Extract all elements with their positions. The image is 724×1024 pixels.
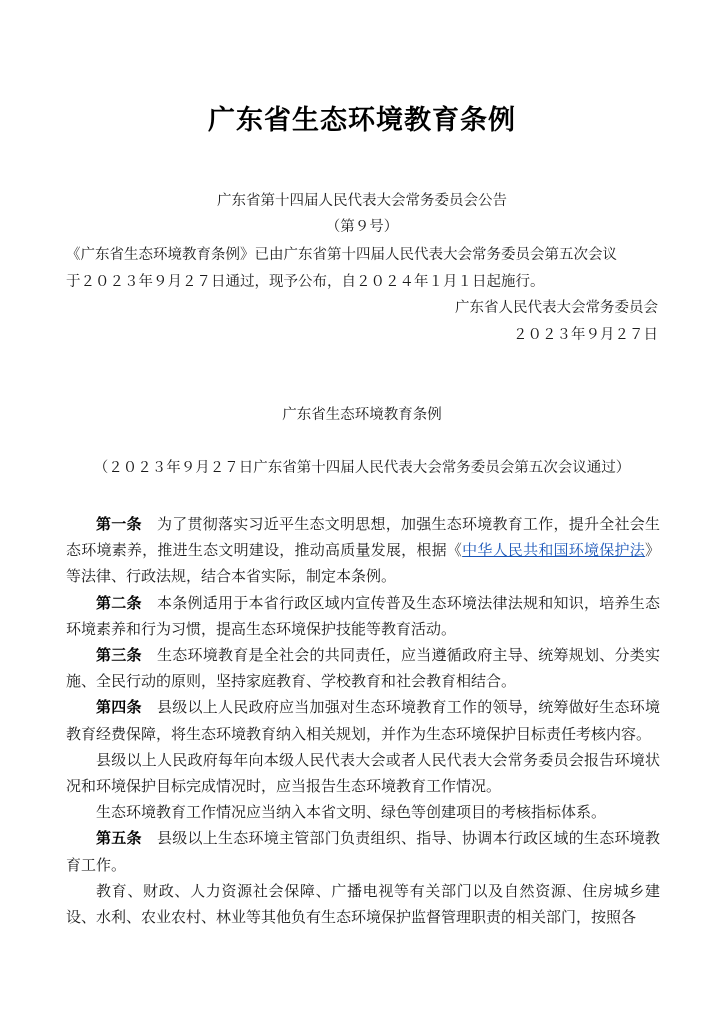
announcement-body-line-1: 《广东省生态环境教育条例》已由广东省第十四届人民代表大会常务委员会第五次会议 xyxy=(66,247,617,263)
article-3-label: 第三条 xyxy=(96,646,142,665)
announcement-body-line-2: 于２０２３年９月２７日通过，现予公布，自２０２４年１月１日起施行。 xyxy=(66,274,545,290)
article-4-label: 第四条 xyxy=(96,698,142,717)
article-4-paragraph-2: 县级以上人民政府每年向本级人民代表大会或者人民代表大会常务委员会报告环境状况和环境保护目标完成情况时，应当报告生态环境教育工作情况。 xyxy=(66,750,660,796)
article-4-text: 县级以上人民政府应当加强对生态环境教育工作的领导，统筹做好生态环境教育经费保障，将生态环境教育纳入相关规划，并作为生态环境保护目标责任考核内容。 xyxy=(66,698,660,743)
regulation-title: 广东省生态环境教育条例 xyxy=(282,407,442,423)
article-1-text-before: 为了贯彻落实习近平生态文明思想，加强生态环境教育工作，提升全社会生态环境素养，推进生态文明建设，推动高质量发展，根据《 xyxy=(66,515,660,560)
articles-body xyxy=(66,511,660,930)
article-5 xyxy=(66,825,660,877)
article-2-label: 第二条 xyxy=(96,593,142,612)
article-1-label: 第一条 xyxy=(96,515,142,533)
article-3 xyxy=(66,642,660,694)
article-5-paragraph-2: 教育、财政、人力资源社会保障、广播电视等有关部门以及自然资源、住房城乡建设、水利、农业农村、林业等其他负有生态环境保护监督管理职责的相关部门，按照各 xyxy=(66,881,660,927)
article-2-text: 本条例适用于本省行政区域内宣传普及生态环境法律法规和知识，培养生态环境素养和行为习惯，提高生态环境保护技能等教育活动。 xyxy=(66,593,660,638)
article-3-text: 生态环境教育是全社会的共同责任，应当遵循政府主导、统筹规划、分类实施、全民行动的原则，坚持家庭教育、学校教育和社会教育相结合。 xyxy=(66,646,660,691)
environmental-protection-law-link[interactable]: 中华人民共和国环境保护法 xyxy=(462,541,645,560)
announcement-date: ２０２３年９月２７日 xyxy=(513,327,658,343)
announcement-issuer: 广东省第十四届人民代表大会常务委员会公告 xyxy=(217,193,507,209)
article-1-text-after: 》等法律、行政法规，结合本省实际，制定本条例。 xyxy=(66,541,660,586)
article-1 xyxy=(66,511,660,590)
adoption-note: （２０２３年９月２７日广东省第十四届人民代表大会常务委员会第五次会议通过） xyxy=(93,460,631,476)
article-5-label: 第五条 xyxy=(96,829,142,848)
article-2 xyxy=(66,590,660,642)
page-title: 广东省生态环境教育条例 xyxy=(208,105,516,136)
announcement-number: （第９号） xyxy=(325,219,399,235)
article-4 xyxy=(66,694,660,746)
announcement-signatory: 广东省人民代表大会常务委员会 xyxy=(455,300,658,316)
article-4-paragraph-3: 生态环境教育工作情况应当纳入本省文明、绿色等创建项目的考核指标体系。 xyxy=(96,803,607,822)
article-5-text: 县级以上生态环境主管部门负责组织、指导、协调本行政区域的生态环境教育工作。 xyxy=(66,829,660,874)
